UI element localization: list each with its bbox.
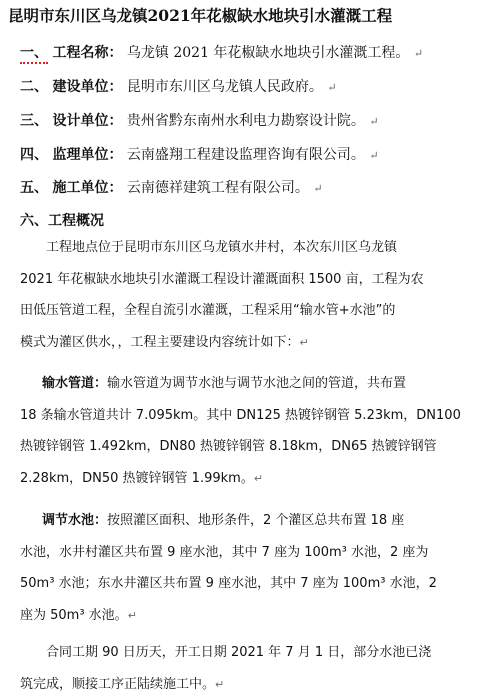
overview-heading-text: 六、工程概况 [20, 213, 104, 229]
text-line [20, 463, 472, 495]
item-number: 三、 [20, 110, 48, 130]
text-line: 田低压管道工程，全程自流引水灌溉，工程采用“输水管+水池”的 [20, 295, 472, 327]
item-project-name [20, 42, 423, 64]
text-line: 2021 年花椒缺水地块引水灌溉工程设计灌溉面积 1500 亩，工程为农 [20, 264, 472, 296]
text-line: 工程地点位于昆明市东川区乌龙镇水井村，本次东川区乌龙镇 [20, 232, 472, 264]
paragraph-mark: ↵ [369, 115, 378, 128]
item-number: 二、 [20, 76, 48, 96]
text-line: 18 条输水管道共计 7.095km。其中 DN125 热镀锌钢管 5.23km，DN100 [20, 400, 472, 432]
text-fragment: 筑完成，顺接工序正陆续施工中。 [20, 677, 215, 692]
paragraph-mark: ↵ [313, 182, 322, 195]
text-fragment: 座为 50m³ 水池。 [20, 608, 128, 623]
item-contractor [20, 177, 323, 197]
text-line: 50m³ 水池；东水井灌区共布置 9 座水池，其中 7 座为 100m³ 水池，2 [20, 568, 472, 600]
text-fragment: 按照灌区面积、地形条件，2 个灌区总共布置 18 座 [107, 513, 404, 528]
item-key: 工程名称： [52, 45, 122, 61]
text-line [20, 368, 472, 400]
item-key: 设计单位： [52, 113, 122, 129]
paragraph-mark: ↵ [128, 609, 137, 622]
item-designer [20, 110, 379, 130]
text-line [20, 327, 472, 359]
item-supervisor [20, 144, 379, 164]
text-line [20, 600, 472, 632]
paragraph-mark: ↵ [215, 678, 224, 691]
paragraph-mark: ↵ [254, 472, 263, 485]
item-key: 建设单位： [52, 79, 122, 95]
item-value: 乌龙镇 2021 年花椒缺水地块引水灌溉工程。 [127, 45, 410, 61]
paragraph-mark: ↵ [327, 81, 336, 94]
paragraph-pipeline [20, 368, 472, 494]
text-line: 热镀锌钢管 1.492km，DN80 热镀锌钢管 8.18km，DN65 热镀锌钢管 [20, 431, 472, 463]
paragraph-schedule [20, 637, 472, 700]
item-value: 昆明市东川区乌龙镇人民政府。 [127, 79, 323, 95]
paragraph-ponds [20, 505, 472, 631]
text-line: 合同工期 90 日历天，开工日期 2021 年 7 月 1 日，部分水池已浇 [20, 637, 472, 669]
item-value: 云南盛翔工程建设监理咨询有限公司。 [127, 147, 365, 163]
text-fragment: 模式为灌区供水，，工程主要建设内容统计如下： [20, 335, 300, 350]
item-key: 施工单位： [52, 180, 122, 196]
text-fragment: 2.28km，DN50 热镀锌钢管 1.99km。 [20, 471, 254, 486]
paragraph-mark: ↵ [300, 336, 309, 349]
item-value: 贵州省黔东南州水利电力勘察设计院。 [127, 113, 365, 129]
item-value: 云南德祥建筑工程有限公司。 [127, 180, 309, 196]
text-line: 水池，水井村灌区共布置 9 座水池，其中 7 座为 100m³ 水池，2 座为 [20, 537, 472, 569]
overview-heading [20, 210, 104, 230]
item-number: 四、 [20, 144, 48, 164]
item-builder [20, 76, 337, 96]
item-number: 五、 [20, 177, 48, 197]
document-title: 昆明市东川区乌龙镇2021年花椒缺水地块引水灌溉工程 [8, 4, 486, 26]
paragraph-location [20, 232, 472, 358]
paragraph-mark: ↵ [369, 149, 378, 162]
item-key: 监理单位： [52, 147, 122, 163]
text-line [20, 505, 472, 537]
paragraph-mark: ↵ [414, 47, 423, 60]
item-number: 一、 [20, 42, 48, 64]
section-label: 输水管道： [42, 376, 107, 391]
text-fragment: 输水管道为调节水池与调节水池之间的管道，共布置 [107, 376, 406, 391]
section-label: 调节水池： [42, 513, 107, 528]
text-line [20, 669, 472, 700]
